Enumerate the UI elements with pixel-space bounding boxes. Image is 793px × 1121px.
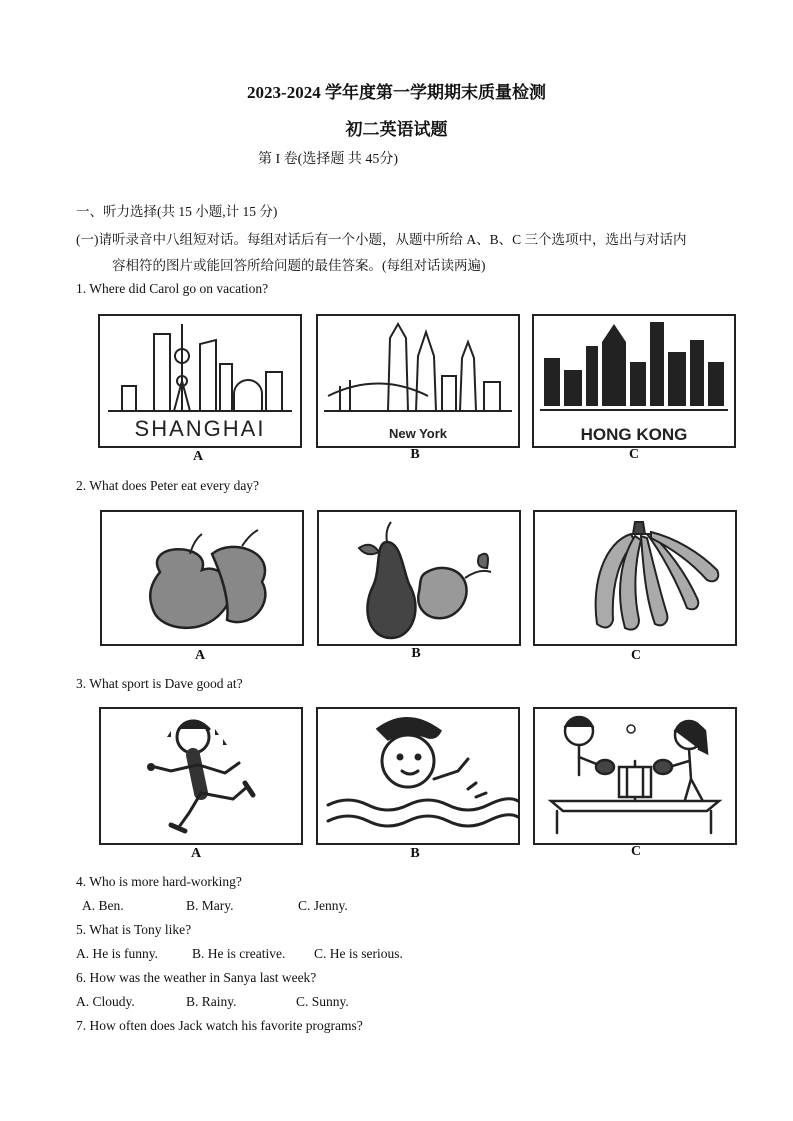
new-york-skyline-icon <box>316 314 520 448</box>
question-2: 2. What does Peter eat every day? <box>76 478 260 493</box>
section-instruction-line2: 容相符的图片或能回答所给问题的最佳答案。(每组对话读两遍) <box>112 258 486 273</box>
option-label: B <box>410 447 420 462</box>
option-label: B <box>410 846 420 861</box>
table-tennis-icon <box>533 707 737 845</box>
section-heading: 一、听力选择(共 15 小题,计 15 分) <box>76 204 278 219</box>
option-c: C. Sunny. <box>296 994 349 1009</box>
shanghai-caption: SHANGHAI <box>134 416 266 441</box>
running-boy-icon <box>99 707 303 845</box>
hong-kong-caption: HONG KONG <box>580 425 688 444</box>
hong-kong-skyline-icon <box>532 314 736 448</box>
option-b: B. Mary. <box>186 898 234 913</box>
question-7: 7. How often does Jack watch his favorite programs? <box>76 1018 363 1033</box>
exam-title: 2023-2024 学年度第一学期期末质量检测 <box>247 83 546 102</box>
exam-subject: 初二英语试题 <box>345 120 448 139</box>
option-a: A. He is funny. <box>76 946 158 961</box>
question-3: 3. What sport is Dave good at? <box>76 676 243 691</box>
option-b: B. Rainy. <box>186 994 237 1009</box>
option-b: B. He is creative. <box>192 946 286 961</box>
section-instruction-line1: (一)请听录音中八组短对话。每组对话后有一个小题，从题中所给 A、B、C 三个选项中，选出与对话内 <box>76 232 687 247</box>
option-label: C <box>630 844 642 859</box>
question-1: 1. Where did Carol go on vacation? <box>76 281 269 296</box>
new-york-caption: New York <box>388 426 448 441</box>
pears-icon <box>317 510 521 646</box>
shanghai-skyline-icon <box>98 314 302 448</box>
option-label: A <box>190 846 202 861</box>
question-5: 5. What is Tony like? <box>76 922 192 937</box>
option-label: C <box>630 648 642 663</box>
option-label: C <box>628 447 640 462</box>
option-a: A. Ben. <box>82 898 124 913</box>
swimming-boy-icon <box>316 707 520 845</box>
exam-volume: 第 I 卷(选择题 共 45分) <box>258 152 398 167</box>
option-label: A <box>194 648 206 663</box>
option-label: B <box>411 646 421 661</box>
apples-icon <box>100 510 304 646</box>
option-c: C. Jenny. <box>298 898 348 913</box>
option-label: A <box>192 449 204 464</box>
bananas-icon <box>533 510 737 646</box>
option-c: C. He is serious. <box>314 946 403 961</box>
question-4: 4. Who is more hard-working? <box>76 874 242 889</box>
option-a: A. Cloudy. <box>76 994 135 1009</box>
question-6: 6. How was the weather in Sanya last week? <box>76 970 317 985</box>
